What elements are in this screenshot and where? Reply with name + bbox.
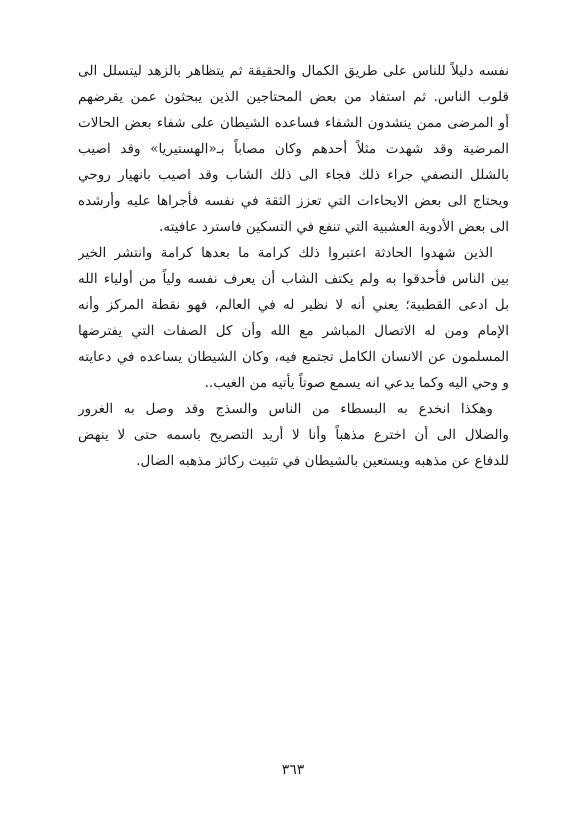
text-line: بالشلل النصفي جراء ذلك فجاء الى ذلك الشاب وقد اصيب بانهيار روحي	[78, 167, 509, 183]
text-line: بين الناس فأحدقوا به ولم يكتف الشاب أن يعرف نفسه ولياً من أولياء الله	[78, 271, 509, 287]
text-line: الإمام ومن له الاتصال المباشر مع الله وأن كل الصفات التي يفترضها	[78, 323, 509, 339]
body-text	[78, 58, 509, 474]
text-line: الى بعض الأدوية العشبية التي تنفع في التسكين فاسترد عافيته.	[159, 219, 509, 235]
text-line: وهكذا انخدع به البسطاء من الناس والسذج وقد وصل به الغرور	[78, 401, 493, 417]
paragraph	[78, 58, 509, 240]
text-line: والضلال الى أن اخترع مذهباً وأنا لا أريد التصريح باسمه حتى لا ينهض	[78, 427, 509, 443]
text-line: للدفاع عن مذهبه ويستعين بالشيطان في تثبيت ركائز مذهبه الضال.	[136, 453, 509, 469]
text-line: بل ادعى القطبية؛ يعني أنه لا نظير له في العالم، فهو نقطة المركز وأنه	[78, 297, 509, 313]
text-line: و وحي اليه وكما يدعي انه يسمع صوتاً يأتيه من الغيب..	[204, 375, 509, 391]
text-line: نفسه دليلاً للناس على طريق الكمال والحقيقة ثم يتظاهر بالزهد ليتسلل الى	[78, 63, 509, 79]
paragraph	[78, 396, 509, 474]
page-number: ٣٦٣	[281, 762, 305, 778]
text-line: أو المرضى ممن ينشدون الشفاء فساعده الشيطان على شفاء بعض الحالات	[78, 115, 509, 131]
text-line: المرضية وقد شهدت مثلاً أحدهم وكان مصاباً بـ«الهستيريا» وقد اصيب	[78, 141, 509, 157]
text-line: الذين شهدوا الحادثة اعتبروا ذلك كرامة ما بعدها كرامة وانتشر الخير	[78, 245, 493, 261]
text-line: المسلمون عن الانسان الكامل تجتمع فيه، وكان الشيطان يساعده في دعايته	[78, 349, 509, 365]
paragraph	[78, 240, 509, 396]
text-line: ويحتاج الى بعض الايحاءات التي تعزز الثقة في نفسه فأجراها عليه وأرشده	[78, 193, 509, 209]
text-line: قلوب الناس. ثم استفاد من بعض المحتاجين الذين يبحثون عمن يقرضهم	[78, 89, 509, 105]
